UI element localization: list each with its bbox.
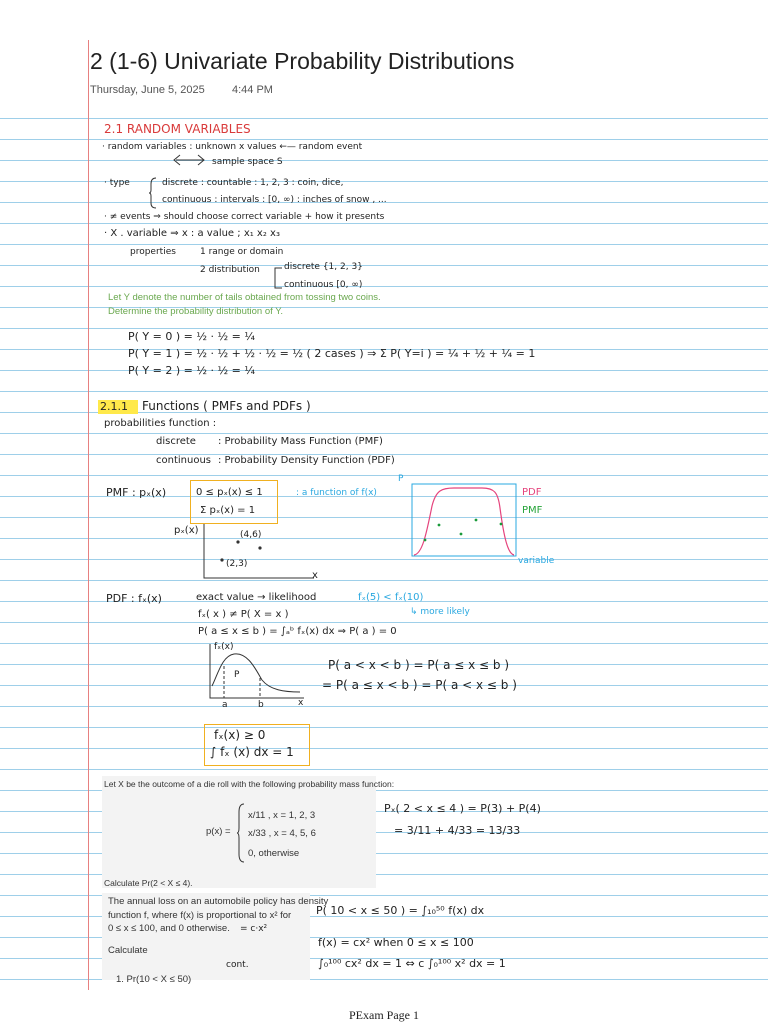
note-line: · random variables : unknown x values ←— random event — [102, 142, 363, 152]
note-line: 2 distribution — [200, 265, 260, 275]
page-date: Thursday, June 5, 2025 — [90, 84, 205, 96]
pmf-case: x/33 , x = 4, 5, 6 — [248, 828, 316, 839]
solution-line: P( Y = 0 ) = ½ · ½ = ¼ — [128, 330, 256, 343]
graph-x-label: variable — [518, 556, 555, 566]
section-number: 2.1.1 — [100, 400, 128, 413]
note-line: 1 range or domain — [200, 247, 284, 257]
pdf-line: P( a ≤ x ≤ b ) = ∫ₐᵇ fₓ(x) dx ⇒ P( a ) = 0 — [198, 626, 397, 637]
solution-line: Pₓ( 2 < x ≤ 4 ) = P(3) + P(4) — [384, 802, 541, 815]
pdf-axis-x: x — [298, 698, 304, 708]
pdf-label: PDF : fₓ(x) — [106, 592, 162, 605]
solution-line: = 3/11 + 4/33 = 13/33 — [394, 824, 521, 837]
annotation: = c·x² — [240, 924, 268, 934]
note-line: probabilities function : — [104, 418, 217, 429]
pdf-legend: PDF — [522, 487, 542, 498]
arrow-icon — [170, 152, 210, 168]
pmf-legend: PMF — [522, 505, 543, 516]
margin-line — [88, 40, 89, 990]
solution-line: f(x) = cx² when 0 ≤ x ≤ 100 — [318, 936, 474, 949]
page-footer: PExam Page 1 — [349, 1008, 419, 1022]
pdf-property: ∫ fₓ (x) dx = 1 — [210, 745, 294, 759]
point-label: (2,3) — [226, 559, 248, 569]
brace-icon — [236, 802, 246, 864]
page-time: 4:44 PM — [232, 84, 273, 96]
note-line: continuous — [156, 455, 211, 466]
pmf-property: Σ pₓ(x) = 1 — [200, 505, 256, 516]
pmf-label: PMF : pₓ(x) — [106, 486, 167, 499]
pmf-axis-y-label: pₓ(x) — [174, 525, 199, 536]
note-line: discrete : countable : 1, 2, 3 : coin, dice, — [162, 178, 344, 188]
note-line: discrete — [156, 436, 196, 447]
pdf-pmf-graph — [408, 476, 520, 560]
pmf-property: 0 ≤ pₓ(x) ≤ 1 — [196, 487, 263, 498]
section-heading-random-variables: 2.1 RANDOM VARIABLES — [104, 122, 251, 136]
pdf-bound-b: b — [258, 700, 264, 710]
problem-die-block — [102, 776, 395, 888]
pdf-area-label: P — [234, 670, 240, 680]
solution-line: P( Y = 1 ) = ½ · ½ + ½ · ½ = ½ ( 2 cases ) ⇒ Σ P( Y=i ) = ¼ + ½ + ¼ = 1 — [128, 347, 536, 360]
pdf-property: fₓ(x) ≥ 0 — [214, 728, 266, 742]
note-line: · ≠ events ⇒ should choose correct variable + how it presents — [104, 212, 385, 222]
page-title: 2 (1-6) Univariate Probability Distributions — [90, 48, 515, 74]
pmf-case: x/11 , x = 1, 2, 3 — [248, 810, 316, 821]
pdf-curve-label: fₓ(x) — [214, 642, 234, 652]
note-line: sample space S — [212, 157, 283, 167]
pmf-case: 0, otherwise — [248, 848, 300, 859]
problem-question: Calculate Pr(2 < X ≤ 4). — [104, 878, 193, 888]
pdf-equation: = P( a ≤ x < b ) = P( a < x ≤ b ) — [322, 678, 517, 692]
pmf-axis-x-label: x — [312, 570, 318, 581]
example-question: Let Y denote the number of tails obtained from tossing two coins. — [108, 292, 381, 303]
problem-text: function f, where f(x) is proportional to x² for — [108, 910, 292, 921]
pdf-equation: P( a < x < b ) = P( a ≤ x ≤ b ) — [328, 658, 510, 672]
point-label: (4,6) — [240, 530, 262, 540]
pdf-note: ↳ more likely — [410, 607, 470, 617]
problem-item: 1. Pr(10 < X ≤ 50) — [116, 974, 192, 985]
note-line: · type — [104, 178, 130, 188]
note-line: continuous [0, ∞) — [284, 280, 363, 290]
section-heading-functions: Functions ( PMFs and PDFs ) — [142, 399, 311, 413]
note-line: discrete {1, 2, 3} — [284, 262, 363, 272]
problem-text: Let X be the outcome of a die roll with the following probability mass function: — [104, 779, 395, 789]
pdf-line: exact value → likelihood — [196, 592, 317, 603]
problem-loss-block — [102, 893, 329, 985]
pdf-note: fₓ(5) < fₓ(10) — [358, 592, 424, 603]
brace-icon — [270, 262, 284, 292]
annotation: cont. — [226, 960, 249, 970]
solution-line: ∫₀¹⁰⁰ cx² dx = 1 ⇔ c ∫₀¹⁰⁰ x² dx = 1 — [318, 957, 506, 970]
pdf-bound-a: a — [222, 700, 228, 710]
note-line: · X . variable ⇒ x : a value ; x₁ x₂ x₃ — [104, 228, 280, 239]
problem-text: 0 ≤ x ≤ 100, and 0 otherwise. — [108, 923, 230, 934]
solution-line: P( Y = 2 ) = ½ · ½ = ¼ — [128, 364, 256, 377]
note-line: : Probability Density Function (PDF) — [218, 455, 395, 466]
problem-question: Calculate — [108, 945, 148, 956]
example-question: Determine the probability distribution of Y. — [108, 306, 283, 317]
pmf-definition-label: p(x) = — [206, 826, 231, 837]
solution-line: P( 10 < x ≤ 50 ) = ∫₁₀⁵⁰ f(x) dx — [316, 904, 485, 917]
note-line: : Probability Mass Function (PMF) — [218, 436, 383, 447]
note-line: properties — [130, 247, 176, 257]
note-line: continuous : intervals : [0, ∞) : inches of snow , ... — [162, 195, 387, 205]
problem-text: The annual loss on an automobile policy has density — [108, 896, 329, 907]
brace-icon — [148, 176, 158, 210]
graph-y-label: P — [398, 474, 404, 484]
pdf-line: fₓ( x ) ≠ P( X = x ) — [198, 609, 289, 620]
pmf-note: : a function of f(x) — [296, 488, 377, 498]
